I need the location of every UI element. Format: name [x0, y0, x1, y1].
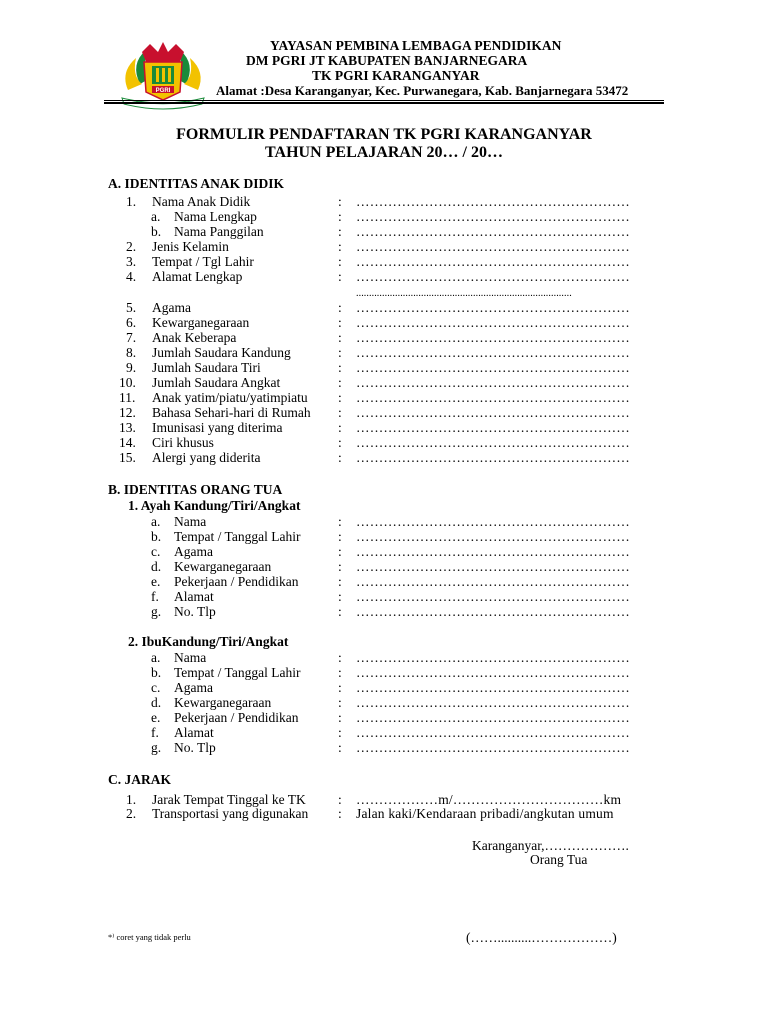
row-number: 11.	[119, 390, 136, 405]
row-label: Agama	[174, 680, 213, 695]
organization-name: DM PGRI JT KABUPATEN BANJARNEGARA	[246, 53, 528, 68]
row-label: Nama Panggilan	[174, 224, 264, 239]
form-row	[0, 254, 768, 269]
row-letter: a.	[151, 514, 161, 529]
transport-options: Jalan kaki/Kendaraan pribadi/angkutan umum	[356, 806, 614, 821]
row-number: 12.	[119, 405, 136, 420]
form-row	[0, 209, 768, 224]
form-row	[0, 574, 768, 589]
form-row	[0, 405, 768, 420]
row-letter: e.	[151, 710, 161, 725]
row-number: 8.	[126, 345, 137, 360]
row-number: 6.	[126, 315, 137, 330]
row-label: Anak Keberapa	[152, 330, 237, 345]
row-number: 1.	[126, 792, 137, 807]
colon: :	[338, 345, 342, 360]
fill-in-dots: ……………………………………………………	[356, 315, 630, 330]
row-label: Pekerjaan / Pendidikan	[174, 574, 299, 589]
fill-in-dots: ……………………………………………………	[356, 544, 630, 559]
colon: :	[338, 375, 342, 390]
form-row	[0, 420, 768, 435]
row-letter: g.	[151, 604, 162, 619]
colon: :	[338, 435, 342, 450]
row-number: 2.	[126, 806, 137, 821]
row-number: 2.	[126, 239, 137, 254]
row-label: Tempat / Tanggal Lahir	[174, 529, 301, 544]
svg-text:PGRI: PGRI	[155, 88, 171, 94]
row-number: 7.	[126, 330, 137, 345]
fill-in-dots: ……………………………………………………	[356, 435, 630, 450]
fill-in-dots: ……………………………………………………	[356, 695, 630, 710]
form-row	[0, 589, 768, 604]
form-row	[0, 315, 768, 330]
fill-in-dots: ……………………………………………………	[356, 650, 630, 665]
colon: :	[338, 224, 342, 239]
row-letter: g.	[151, 740, 162, 755]
colon: :	[338, 194, 342, 209]
colon: :	[338, 559, 342, 574]
fill-in-dots: ……………………………………………………	[356, 450, 630, 465]
colon: :	[338, 806, 342, 821]
form-row	[0, 792, 768, 807]
colon: :	[338, 420, 342, 435]
row-label: Bahasa Sehari-hari di Rumah	[152, 405, 311, 420]
fill-in-dots: ……………………………………………………	[356, 375, 630, 390]
colon: :	[338, 650, 342, 665]
fill-in-dots: ……………………………………………………	[356, 420, 630, 435]
fill-in-dots: ……………………………………………………	[356, 390, 630, 405]
row-label: Nama Anak Didik	[152, 194, 251, 209]
colon: :	[338, 680, 342, 695]
form-row	[0, 695, 768, 710]
school-address: Alamat :Desa Karanganyar, Kec. Purwanegara, Kab. Banjarnegara 53472	[216, 83, 629, 98]
colon: :	[338, 300, 342, 315]
fill-in-dots: ……………………………………………………	[356, 405, 630, 420]
row-label: Jumlah Saudara Kandung	[152, 345, 291, 360]
row-number: 9.	[126, 360, 137, 375]
row-label: Nama	[174, 650, 207, 665]
form-title: FORMULIR PENDAFTARAN TK PGRI KARANGANYAR	[176, 126, 592, 143]
row-label: Alamat	[174, 725, 214, 740]
fill-in-dots: ……………………………………………………	[356, 604, 630, 619]
fill-in-dots: ……………………………………………………	[356, 559, 630, 574]
section-b-heading: B. IDENTITAS ORANG TUA	[108, 482, 283, 497]
form-row	[0, 269, 768, 284]
row-label: No. Tlp	[174, 740, 216, 755]
colon: :	[338, 589, 342, 604]
header-divider	[104, 100, 664, 101]
school-name: TK PGRI KARANGANYAR	[312, 68, 480, 83]
fill-in-dots: ……………………………………………………	[356, 224, 630, 239]
colon: :	[338, 450, 342, 465]
colon: :	[338, 710, 342, 725]
section-c-heading: C. JARAK	[108, 772, 171, 787]
row-letter: b.	[151, 529, 162, 544]
colon: :	[338, 792, 342, 807]
colon: :	[338, 574, 342, 589]
colon: :	[338, 315, 342, 330]
row-label: Jumlah Saudara Tiri	[152, 360, 261, 375]
colon: :	[338, 239, 342, 254]
form-row	[0, 529, 768, 544]
fill-in-dots: ……………………………………………………	[356, 269, 630, 284]
row-label: Ciri khusus	[152, 435, 214, 450]
form-row	[0, 559, 768, 574]
row-label: Nama	[174, 514, 207, 529]
form-row	[0, 300, 768, 315]
fill-in-dots: ……………………………………………………	[356, 194, 630, 209]
row-letter: c.	[151, 544, 161, 559]
row-letter: f.	[151, 725, 159, 740]
row-label: Agama	[152, 300, 191, 315]
row-label: No. Tlp	[174, 604, 216, 619]
colon: :	[338, 529, 342, 544]
form-row	[0, 604, 768, 619]
footnote: *⁾ coret yang tidak perlu	[108, 932, 191, 942]
fill-in-dots: ……………………………………………………	[356, 345, 630, 360]
row-number: 1.	[126, 194, 137, 209]
mother-heading: 2. IbuKandung/Tiri/Angkat	[128, 634, 289, 649]
row-label: Kewarganegaraan	[174, 559, 272, 574]
colon: :	[338, 330, 342, 345]
fill-in-dots: ……………………………………………………	[356, 209, 630, 224]
fill-in-dots: ……………………………………………………	[356, 740, 630, 755]
colon: :	[338, 604, 342, 619]
row-letter: c.	[151, 680, 161, 695]
colon: :	[338, 209, 342, 224]
colon: :	[338, 695, 342, 710]
row-label: Alamat Lengkap	[152, 269, 243, 284]
colon: :	[338, 544, 342, 559]
colon: :	[338, 740, 342, 755]
fill-in-dots: ……………………………………………………	[356, 300, 630, 315]
form-row	[0, 194, 768, 209]
row-label: Imunisasi yang diterima	[152, 420, 283, 435]
row-number: 15.	[119, 450, 136, 465]
row-number: 10.	[119, 375, 136, 390]
row-label: Jarak Tempat Tinggal ke TK	[152, 792, 306, 807]
form-row	[0, 360, 768, 375]
address-continuation-dots: ...................................................................................	[356, 288, 572, 299]
colon: :	[338, 254, 342, 269]
academic-year: TAHUN PELAJARAN 20… / 20…	[265, 144, 503, 161]
form-row	[0, 390, 768, 405]
row-label: Jenis Kelamin	[152, 239, 229, 254]
form-row	[0, 650, 768, 665]
fill-in-dots: ……………………………………………………	[356, 665, 630, 680]
fill-in-dots: ……………………………………………………	[356, 710, 630, 725]
row-letter: e.	[151, 574, 161, 589]
form-row	[0, 239, 768, 254]
form-row	[0, 544, 768, 559]
row-label: Kewarganegaraan	[152, 315, 250, 330]
row-label: Alamat	[174, 589, 214, 604]
row-number: 4.	[126, 269, 137, 284]
fill-in-dots: ……………………………………………………	[356, 514, 630, 529]
row-letter: d.	[151, 695, 162, 710]
row-number: 3.	[126, 254, 137, 269]
section-a-heading: A. IDENTITAS ANAK DIDIK	[108, 176, 285, 191]
form-row	[0, 435, 768, 450]
form-row	[0, 345, 768, 360]
form-row	[0, 514, 768, 529]
row-label: Nama Lengkap	[174, 209, 257, 224]
row-letter: d.	[151, 559, 162, 574]
row-letter: f.	[151, 589, 159, 604]
form-row	[0, 224, 768, 239]
form-row	[0, 740, 768, 755]
form-row	[0, 450, 768, 465]
place-date: Karanganyar,……………….	[472, 838, 629, 853]
row-letter: b.	[151, 665, 162, 680]
colon: :	[338, 725, 342, 740]
row-letter: a.	[151, 209, 161, 224]
row-label: Anak yatim/piatu/yatimpiatu	[152, 390, 308, 405]
row-label: Transportasi yang digunakan	[152, 806, 309, 821]
distance-field: ………………m/……………………………km	[356, 792, 622, 807]
signer-role: Orang Tua	[530, 852, 588, 867]
colon: :	[338, 405, 342, 420]
form-row	[0, 665, 768, 680]
signature-name-line: (……..........………………)	[466, 930, 617, 945]
row-number: 14.	[119, 435, 136, 450]
colon: :	[338, 390, 342, 405]
row-label: Tempat / Tanggal Lahir	[174, 665, 301, 680]
row-label: Jumlah Saudara Angkat	[152, 375, 281, 390]
row-letter: b.	[151, 224, 162, 239]
form-row	[0, 806, 768, 821]
colon: :	[338, 665, 342, 680]
row-number: 5.	[126, 300, 137, 315]
fill-in-dots: ……………………………………………………	[356, 529, 630, 544]
fill-in-dots: ……………………………………………………	[356, 725, 630, 740]
form-row	[0, 330, 768, 345]
form-row	[0, 710, 768, 725]
form-row	[0, 725, 768, 740]
colon: :	[338, 360, 342, 375]
row-number: 13.	[119, 420, 136, 435]
fill-in-dots: ……………………………………………………	[356, 589, 630, 604]
row-letter: a.	[151, 650, 161, 665]
fill-in-dots: ……………………………………………………	[356, 680, 630, 695]
row-label: Tempat / Tgl Lahir	[152, 254, 254, 269]
father-heading: 1. Ayah Kandung/Tiri/Angkat	[128, 498, 301, 513]
fill-in-dots: ……………………………………………………	[356, 360, 630, 375]
fill-in-dots: ……………………………………………………	[356, 254, 630, 269]
row-label: Alergi yang diderita	[152, 450, 261, 465]
fill-in-dots: ……………………………………………………	[356, 330, 630, 345]
fill-in-dots: ……………………………………………………	[356, 239, 630, 254]
colon: :	[338, 514, 342, 529]
colon: :	[338, 269, 342, 284]
form-row	[0, 680, 768, 695]
row-label: Pekerjaan / Pendidikan	[174, 710, 299, 725]
foundation-name: YAYASAN PEMBINA LEMBAGA PENDIDIKAN	[270, 38, 562, 53]
header-divider-thick	[104, 102, 664, 104]
row-label: Kewarganegaraan	[174, 695, 272, 710]
fill-in-dots: ……………………………………………………	[356, 574, 630, 589]
row-label: Agama	[174, 544, 213, 559]
form-row	[0, 375, 768, 390]
